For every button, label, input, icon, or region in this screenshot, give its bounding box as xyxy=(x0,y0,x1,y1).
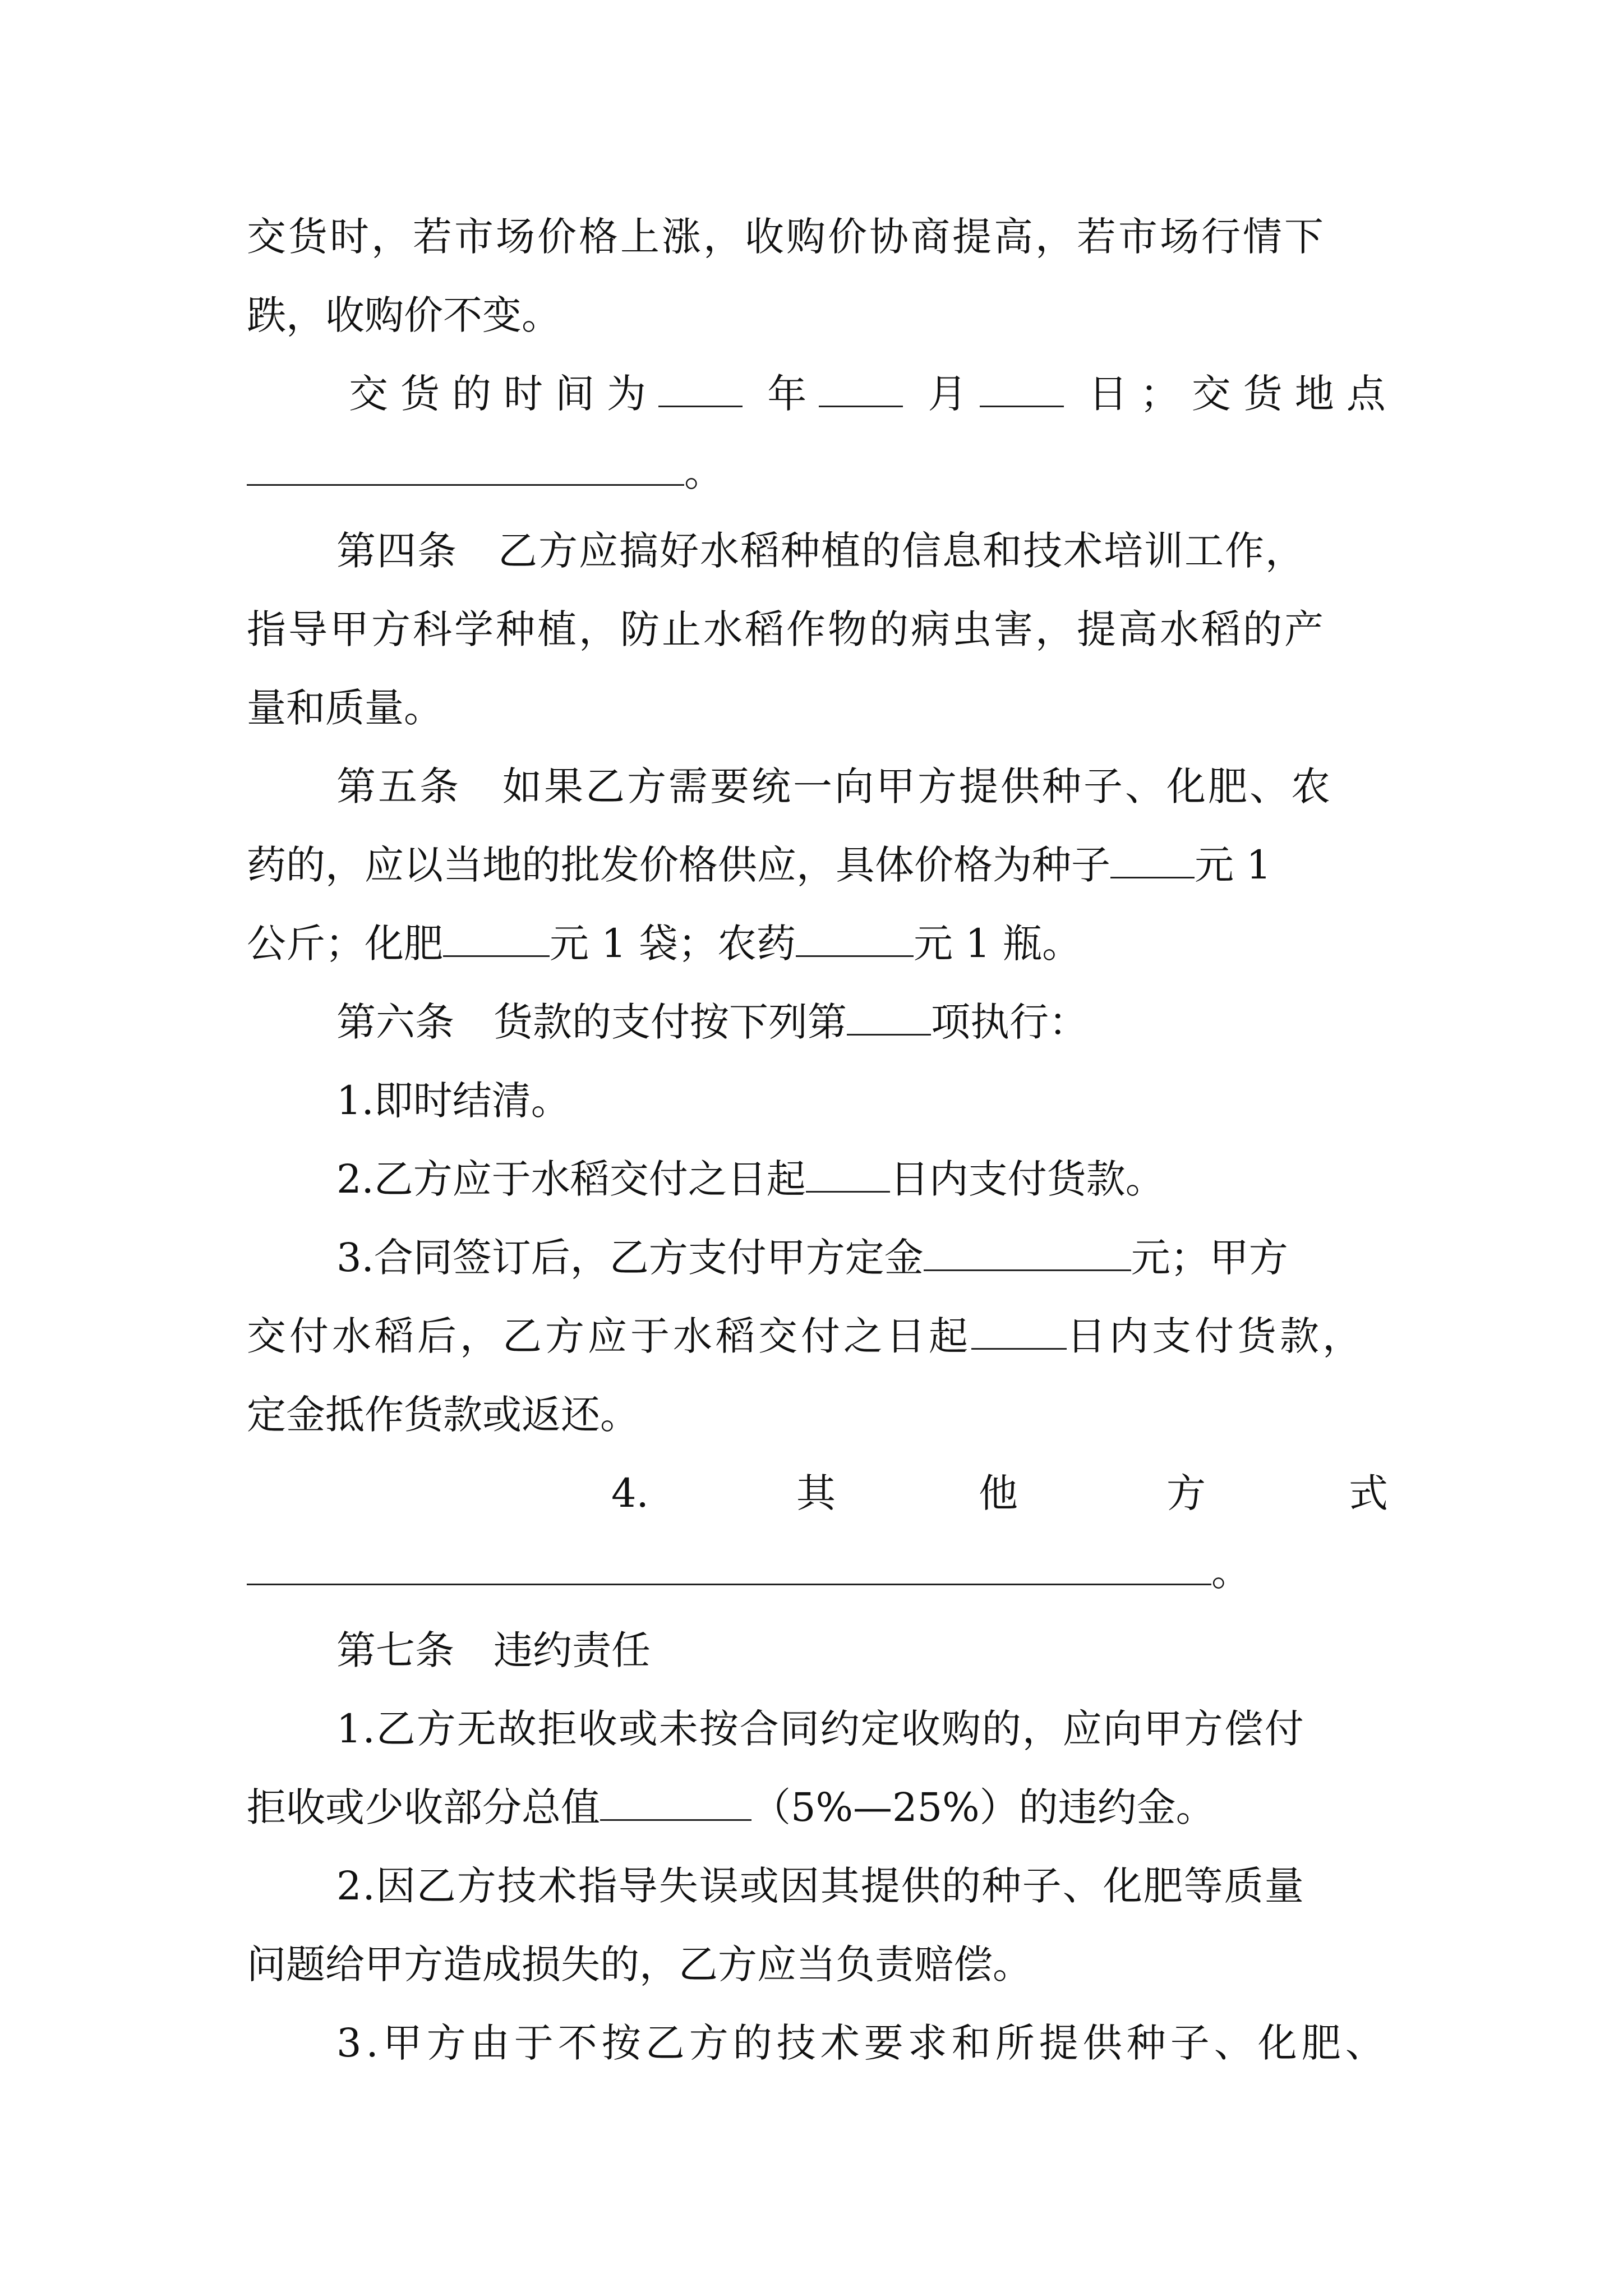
text-segment: 年 xyxy=(767,371,819,417)
text-line xyxy=(247,1779,1215,1835)
text-line: 1.乙方无故拒收或未按合同约定收购的，应向甲方偿付 xyxy=(336,1706,1305,1752)
blank-field xyxy=(806,1152,890,1193)
text-line: 2.因乙方技术指导失误或因其提供的种子、化肥等质量 xyxy=(336,1863,1305,1909)
blank-field xyxy=(658,366,743,407)
text-line: 方 xyxy=(1166,1470,1206,1516)
text-line: 第四条 乙方应搞好水稻种植的信息和技术培训工作， xyxy=(336,528,1306,574)
blank-field xyxy=(796,916,914,957)
text-line xyxy=(336,1151,1165,1207)
text-line xyxy=(247,444,723,500)
text-segment: 日内支付货款， xyxy=(1067,1313,1365,1359)
text-line: 问题给甲方造成损失的，乙方应当负责赔偿。 xyxy=(247,1941,1032,1987)
blank-field xyxy=(247,445,684,486)
text-line: 第五条 如果乙方需要统一向甲方提供种子、化肥、农 xyxy=(336,763,1332,809)
text-line xyxy=(336,994,1088,1050)
text-line xyxy=(349,366,1398,422)
text-line xyxy=(336,1230,1288,1286)
text-segment: 月 xyxy=(928,371,980,417)
text-segment: 第六条 货款的支付按下列第 xyxy=(336,999,847,1045)
text-line xyxy=(247,915,1081,972)
text-line: 式 xyxy=(1349,1470,1388,1516)
text-line: 跌，收购价不变。 xyxy=(247,292,561,338)
text-segment: 元 1 xyxy=(1195,842,1271,888)
text-segment: 。 xyxy=(684,449,723,495)
text-segment: 公斤；化肥 xyxy=(247,921,443,967)
blank-field xyxy=(1110,838,1195,878)
text-segment: 日；交货地点 xyxy=(1088,371,1398,417)
text-segment: 项执行： xyxy=(931,999,1088,1045)
text-segment: 拒收或少收部分总值 xyxy=(247,1784,600,1830)
text-segment: 药的，应以当地的批发价格供应，具体价格为种子 xyxy=(247,842,1110,888)
text-line: 定金抵作货款或返还。 xyxy=(247,1392,639,1438)
text-line: 量和质量。 xyxy=(247,685,443,731)
text-line: 指导甲方科学种植，防止水稻作物的病虫害，提高水稻的产 xyxy=(247,606,1326,652)
blank-field xyxy=(443,916,550,957)
text-line: 其 xyxy=(796,1470,836,1516)
text-segment: 2.乙方应于水稻交付之日起 xyxy=(336,1156,806,1202)
blank-field xyxy=(247,1544,1211,1585)
text-segment: 元 1 袋；农药 xyxy=(550,921,796,967)
text-segment: 。 xyxy=(1211,1549,1251,1595)
text-line: 4. xyxy=(611,1470,649,1516)
text-line: 1.即时结清。 xyxy=(336,1078,570,1124)
text-line: 第七条 违约责任 xyxy=(336,1627,651,1673)
text-segment: 日内支付货款。 xyxy=(889,1156,1165,1202)
text-segment: 交付水稻后，乙方应于水稻交付之日起 xyxy=(247,1313,971,1359)
blank-field xyxy=(600,1780,751,1821)
text-line xyxy=(247,837,1271,893)
text-segment: （5%—25%）的违约金。 xyxy=(751,1784,1215,1830)
text-line xyxy=(247,1544,1251,1600)
blank-field xyxy=(924,1230,1131,1271)
text-segment: 3.合同签订后，乙方支付甲方定金 xyxy=(336,1235,924,1281)
blank-field xyxy=(819,366,903,407)
blank-field xyxy=(847,995,931,1036)
text-line xyxy=(247,1308,1365,1364)
text-line: 3.甲方由于不按乙方的技术要求和所提供种子、化肥、 xyxy=(336,2020,1389,2066)
text-segment: 元 1 瓶。 xyxy=(914,921,1082,967)
blank-field xyxy=(980,366,1064,407)
text-segment: 交货的时间为 xyxy=(349,371,658,417)
text-line: 他 xyxy=(979,1470,1018,1516)
blank-field xyxy=(971,1309,1067,1350)
text-line: 交货时，若市场价格上涨，收购价协商提高，若市场行情下 xyxy=(247,214,1326,260)
text-segment: 元；甲方 xyxy=(1131,1235,1288,1281)
